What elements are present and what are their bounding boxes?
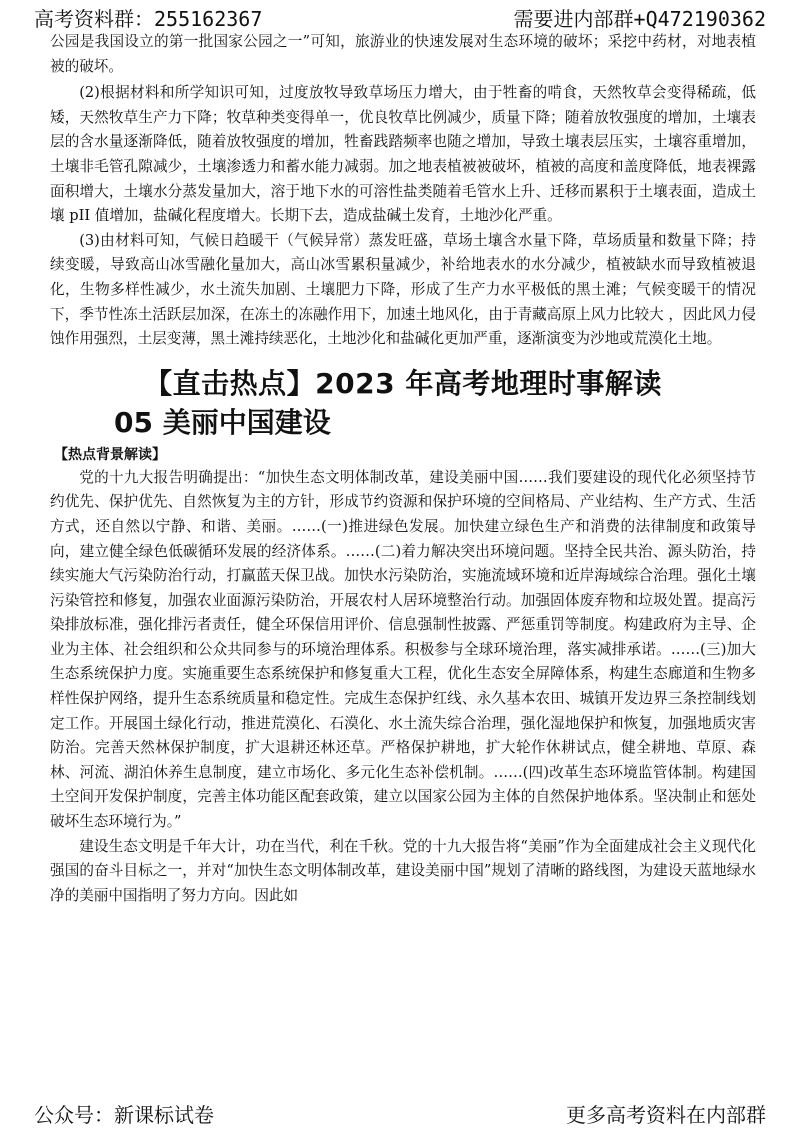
paragraph-background-1: 党的十九大报告明确提出：“加快生态文明体制改革，建设美丽中国……我们要建设的现代化必须坚持节约优先、保护优先、自然恢复为主的方针，形成节约资源和保护环境的空间格局、产业结构、生产方式、生活方式，还自然以宁静、和谐、美丽。……(一)推进绿色发展。加快建立绿色生产和消费的法律制度和政策导向，建立健全绿色低碳循环发展的经济体系。……(二)着力解决突出环境问题。坚持全民共治、源头防治，持续实施大气污染防治行动，打赢蓝天保卫战。加快水污染防治，实施流域环境和近岸海域综合治理。强化土壤污染管控和修复，加强农业面源污染防治，开展农村人居环境整治行动。加强固体废弃物和垃圾处置。提高污染排放标准，强化排污者责任，健全环保信用评价、信息强制性披露、严惩重罚等制度。构建政府为主导、企业为主体、社会组织和公众共同参与的环境治理体系。积极参与全球环境治理，落实减排承诺。……(三)加大生态系统保护力度。实施重要生态系统保护和修复重大工程，优化生态安全屏障体系，构建生态廊道和生物多样性保护网络，提升生态系统质量和稳定性。完成生态保护红线、永久基本农田、城镇开发边界三条控制线划定工作。开展国土绿化行动，推进荒漠化、石漠化、水土流失综合治理，强化湿地保护和恢复，加强地质灾害防治。完善天然林保护制度，扩大退耕还林还草。严格保护耕地，扩大轮作休耕试点，健全耕地、草原、森林、河流、湖泊休养生息制度，建立市场化、多元化生态补偿机制。……(四)改革生态环境监管体制。构建国土空间开发保护制度，完善主体功能区配套政策，建立以国家公园为主体的自然保护地体系。坚决制止和惩处破坏生态环境行为。”: [50, 468, 756, 831]
header-contact-info: 需要进内部群+Q472190362: [513, 7, 766, 31]
page-header: [34, 6, 766, 32]
paragraph-continued: 公园是我国设立的第一批国家公园之一”可知，旅游业的快速发展对生态环境的破坏；采挖中药材，对地表植被的破坏。: [50, 33, 756, 75]
paragraph-answer-3: (3)由材料可知，气候日趋暖干（气候异常）蒸发旺盛，草场土壤含水量下降，草场质量和数量下降；持续变暖，导致高山冰雪融化量加大，高山冰雪累积量减少，补给地表水的水分减少，植被缺水而导致植被退化，生物多样性减少，水土流失加剧、土壤肥力下降，形成了生产力水平极低的黑土滩；气候变暖干的情况下，季节性冻土活跃层加深，在冻土的冻融作用下，加速土地风化，由于青藏高原上风力比较大 ，因此风力侵蚀作用强烈，土层变薄，黑土滩持续恶化，土地沙化和盐碱化更加严重，逐渐演变为沙地或荒漠化土地。: [50, 231, 756, 348]
section-title: 【直击热点】2023 年高考地理时事解读: [144, 366, 662, 400]
footer-account-info: 公众号：新课标试卷: [34, 1103, 214, 1127]
section-subtitle: 05 美丽中国建设: [114, 405, 331, 439]
footer-more-info: 更多高考资料在内部群: [566, 1103, 766, 1127]
paragraph-background-2: 建设生态文明是千年大计，功在当代，利在千秋。党的十九大报告将“美丽”作为全面建成社会主义现代化强国的奋斗目标之一，并对“加快生态文明体制改革，建设美丽中国”规划了清晰的路线图，为建设天蓝地绿水净的美丽中国指明了努力方向。因此如: [50, 837, 756, 904]
paragraph-answer-2: (2)根据材料和所学知识可知，过度放牧导致草场压力增大，由于牲畜的啃食，天然牧草会变得稀疏，低矮，天然牧草生产力下降；牧草种类变得单一，优良牧草比例减少，质量下降；随着放牧强度的增加，土壤表层的含水量逐渐降低，随着放牧强度的增加，牲畜践踏频率也随之增加，导致土壤表层压实，土壤容重增加，土壤非毛管孔隙减少，土壤渗透力和蓄水能力减弱。加之地表植被被破坏，植被的高度和盖度降低，地表裸露面积增大，土壤水分蒸发量加大，溶于地下水的可溶性盐类随着毛管水上升、迁移而累积于土壤表面，造成土壤 pII 值增加，盐碱化程度增大。长期下去，造成盐碱土发育，土地沙化严重。: [50, 84, 756, 225]
page-footer: [34, 1102, 766, 1128]
document-content: [50, 30, 756, 908]
background-label: 【热点背景解读】: [54, 446, 166, 463]
header-group-info: 高考资料群：255162367: [34, 7, 263, 31]
